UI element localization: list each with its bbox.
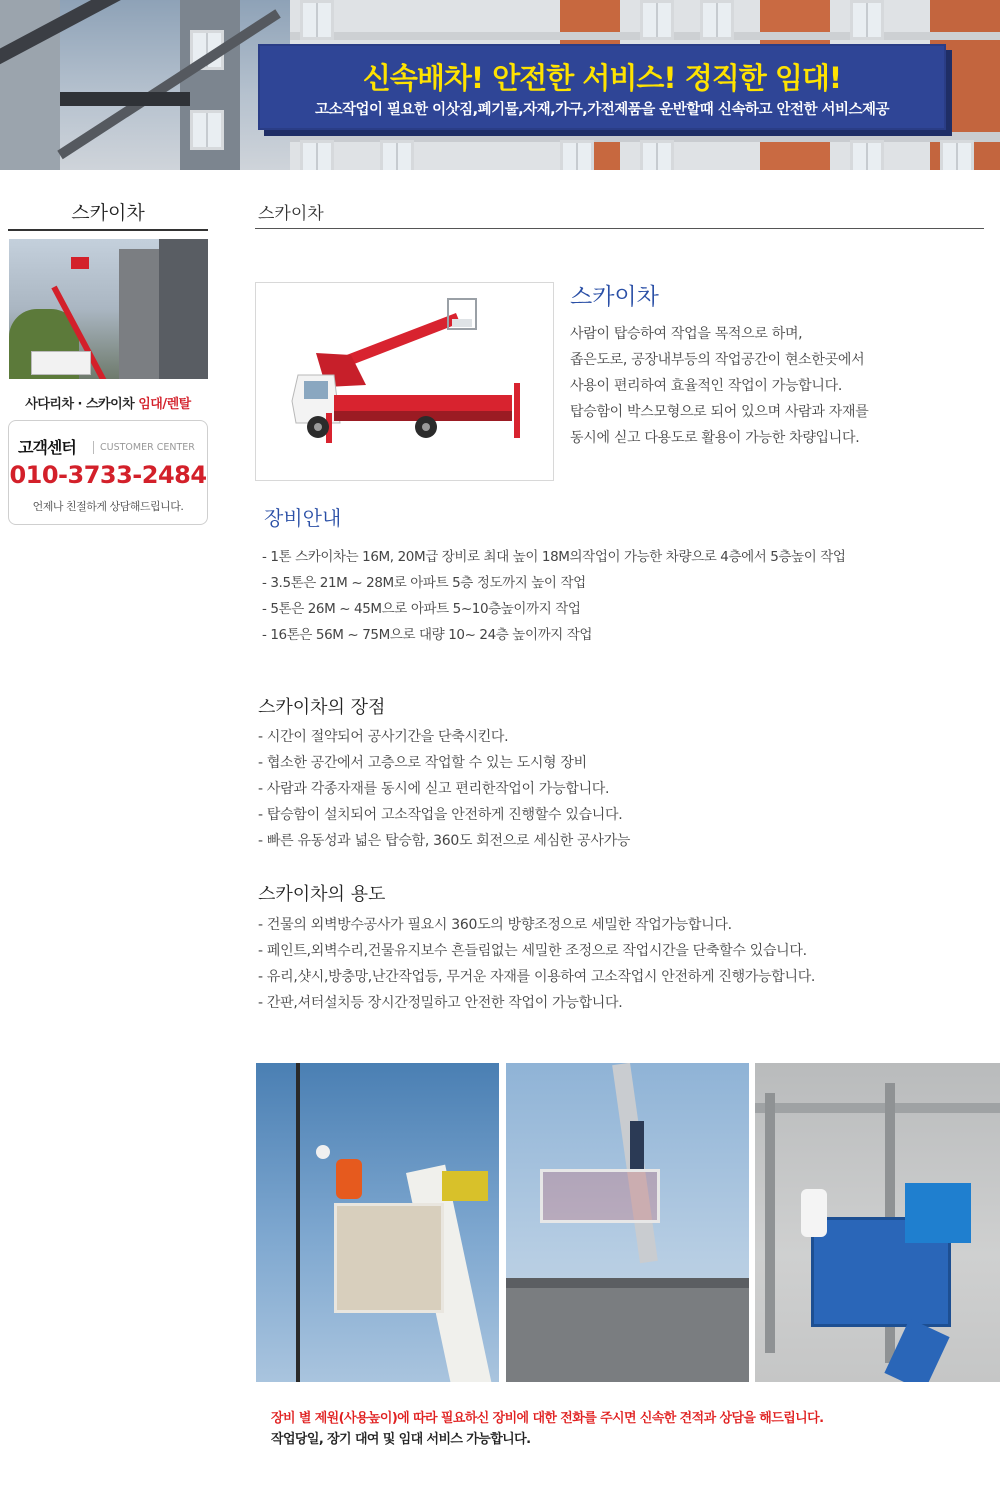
truck-basket-floor [452,319,472,327]
advantages-section-title: 스카이차의 장점 [258,697,386,718]
advantages-list [258,724,630,854]
photo-basket [540,1169,660,1223]
list-item: - 페인트,외벽수리,건물유지보수 흔들림없는 세밀한 조정으로 작업시간을 단축할수 있습니다. [258,943,807,959]
truck-window [304,381,328,399]
sidebar-photo [9,239,208,379]
photo-roof-edge [506,1278,749,1288]
work-photo-steel-frame [755,1063,1000,1382]
hero-headline-box [258,44,946,130]
photo-building [159,239,208,379]
sidebar-title: 스카이차 [71,202,145,224]
product-description-line: 사람이 탑승하여 작업을 목적으로 하며, [570,326,803,342]
list-item: - 건물의 외벽방수공사가 필요시 360도의 방향조정으로 세밀한 작업가능합니다. [258,917,732,933]
product-description [570,321,980,451]
sidebar-caption [8,393,208,412]
photo-helmet [316,1145,330,1159]
list-item: - 1톤 스카이차는 16M, 20M급 장비로 최대 높이 18M의작업이 가능한 차량으로 4층에서 5층높이 작업 [262,549,846,565]
work-photo-ladder-basket [506,1063,749,1382]
truck-hub [314,423,322,431]
product-description-line: 좁은도로, 공장내부등의 작업공간이 현소한곳에서 [570,352,865,368]
list-item: - 5톤은 26M ~ 45M으로 아파트 5~10층높이까지 작업 [262,601,581,617]
hero-subtitle: 고소작업이 필요한 이삿짐,폐기물,자재,가구,가전제품을 운반할때 신속하고 안전한 서비스제공 [314,102,890,118]
customer-phone-number[interactable]: 010-3733-2484 [9,461,207,489]
equipment-list [262,544,846,648]
sky-truck-illustration [256,283,554,481]
equipment-section-title: 장비안내 [264,506,342,530]
photo-bucket [334,1203,444,1313]
photo-truck [31,351,91,375]
hero-title: 신속배차! 안전한 서비스! 정직한 임대! [362,61,842,95]
list-item: - 빠른 유동성과 넓은 탑승함, 360도 회전으로 세심한 공사가능 [258,833,631,849]
photo-control-box [905,1183,971,1243]
hero-banner-image [0,0,1000,170]
truck-chassis [334,395,512,413]
page-title-divider [255,228,984,229]
list-item: - 유리,샷시,방충망,난간작업등, 무거운 자재를 이용하여 고소작업시 안전하게 진행가능합니다. [258,969,816,985]
list-item: - 협소한 공간에서 고층으로 작업할 수 있는 도시형 장비 [258,755,587,771]
list-item: - 3.5톤은 21M ~ 28M로 아파트 5층 정도까지 높이 작업 [262,575,586,591]
customer-center-label: 고객센터 [18,438,76,457]
product-description-line: 사용이 편리하여 효율적인 작업이 가능합니다. [570,378,843,394]
photo-column [765,1093,775,1353]
customer-center-box[interactable] [8,420,208,525]
sidebar-caption-main: 사다리차 · 스카이차 [25,397,139,412]
list-item: - 16톤은 56M ~ 75M으로 대량 10~ 24층 높이까지 작업 [262,627,593,643]
footer-notice-black: 작업당일, 장기 대여 및 임대 서비스 가능합니다. [271,1432,531,1447]
photo-worker [630,1121,644,1169]
photo-warehouse-roof [506,1278,749,1382]
footer-notice-red: 장비 별 제원(사용높이)에 따라 필요하신 장비에 대한 전화를 주시면 신속한 견적과 상담을 해드립니다. [271,1411,824,1426]
truck-outrigger [514,383,520,438]
list-item: - 시간이 절약되어 공사기간을 단축시킨다. [258,729,509,745]
sky-truck-image [255,282,554,481]
sidebar-caption-highlight: 임대/렌탈 [138,397,191,412]
photo-cable [296,1063,300,1382]
customer-center-separator [93,441,94,454]
product-description-line: 동시에 싣고 다용도로 활용이 가능한 차량입니다. [570,430,860,446]
product-description-line: 탑승함이 박스모형으로 되어 있으며 사람과 자재를 [570,404,869,420]
photo-basket [71,257,89,269]
product-title: 스카이차 [570,284,659,310]
work-photo-power-line [256,1063,499,1382]
customer-center-note: 언제나 친절하게 상담해드립니다. [32,500,184,513]
sidebar-divider [8,229,208,231]
photo-worker [801,1189,827,1237]
list-item: - 사람과 각종자재를 동시에 싣고 편리한작업이 가능합니다. [258,781,610,797]
uses-section-title: 스카이차의 용도 [258,884,386,905]
truck-hub [422,423,430,431]
customer-center-label-en: CUSTOMER CENTER [100,442,195,453]
photo-worker [336,1159,362,1199]
uses-list [258,912,815,1016]
ladder-platform [60,92,190,106]
photo-beam [755,1103,1000,1113]
page-title: 스카이차 [258,204,324,224]
list-item: - 간판,셔터설치등 장시간정밀하고 안전한 작업이 가능합니다. [258,995,623,1011]
list-item: - 탑승함이 설치되어 고소작업을 안전하게 진행할수 있습니다. [258,807,623,823]
photo-yellow-box [442,1171,488,1201]
